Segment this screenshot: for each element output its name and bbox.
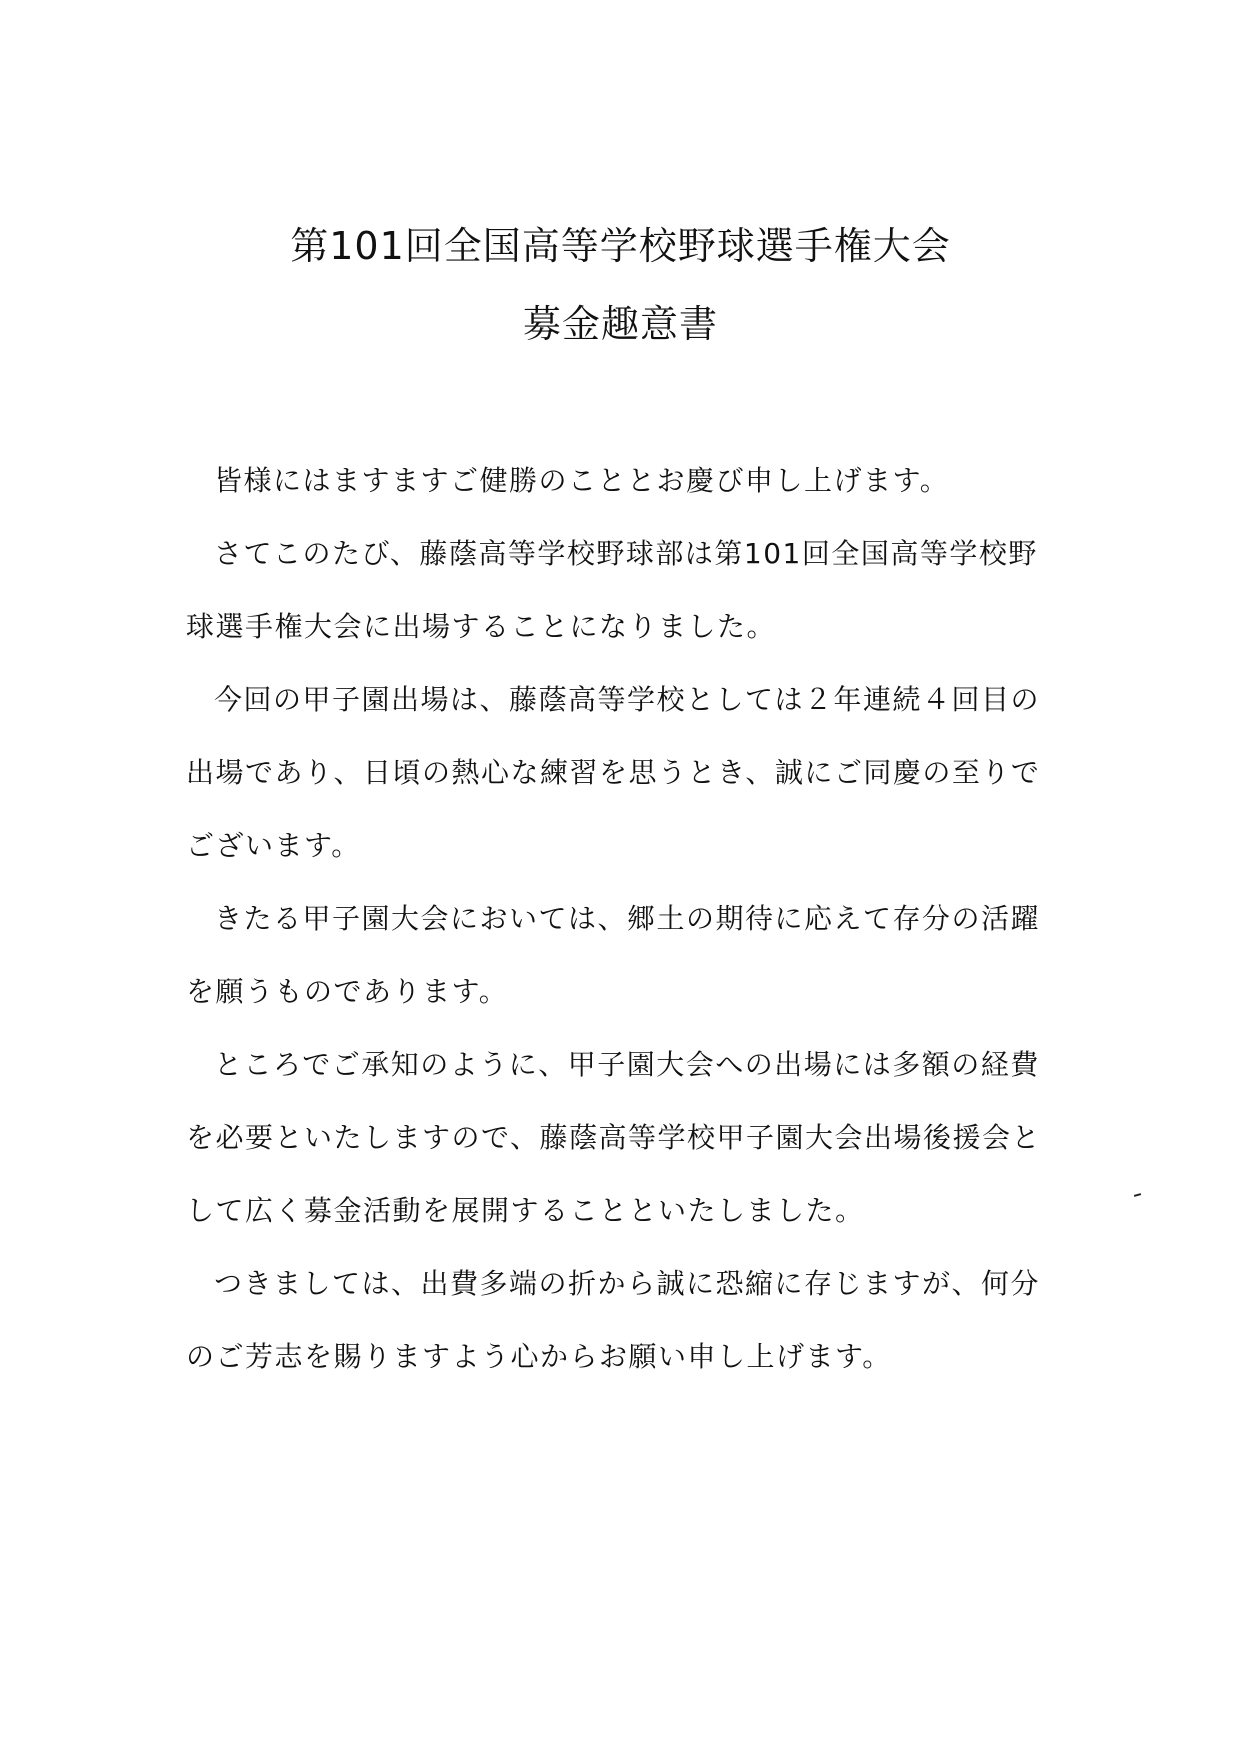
document-body	[186, 444, 1066, 1393]
paragraph-appearance: 今回の甲子園出場は、藤蔭高等学校としては２年連続４回目の出場であり、日頃の熱心な練習を思うとき、誠にご同慶の至りでございます。	[186, 683, 1041, 862]
document-subtitle: 募金趣意書	[522, 302, 718, 346]
scan-speck	[1134, 1193, 1141, 1197]
paragraph-greeting: 皆様にはますますご健勝のこととお慶び申し上げます。	[214, 464, 950, 497]
paragraph-announcement: さてこのたび、藤蔭高等学校野球部は第101回全国高等学校野球選手権大会に出場することになりました。	[186, 537, 1038, 643]
document-title: 第101回全国高等学校野球選手権大会	[290, 224, 951, 268]
paragraph-expectation: きたる甲子園大会においては、郷土の期待に応えて存分の活躍を願うものであります。	[186, 902, 1041, 1008]
paragraph-request: つきましては、出費多端の折から誠に恐縮に存じますが、何分のご芳志を賜りますよう心からお願い申し上げます。	[186, 1267, 1041, 1373]
paragraph-fundraising: ところでご承知のように、甲子園大会への出場には多額の経費を必要といたしますので、藤蔭高等学校甲子園大会出場後援会として広く募金活動を展開することといたしました。	[186, 1048, 1041, 1227]
